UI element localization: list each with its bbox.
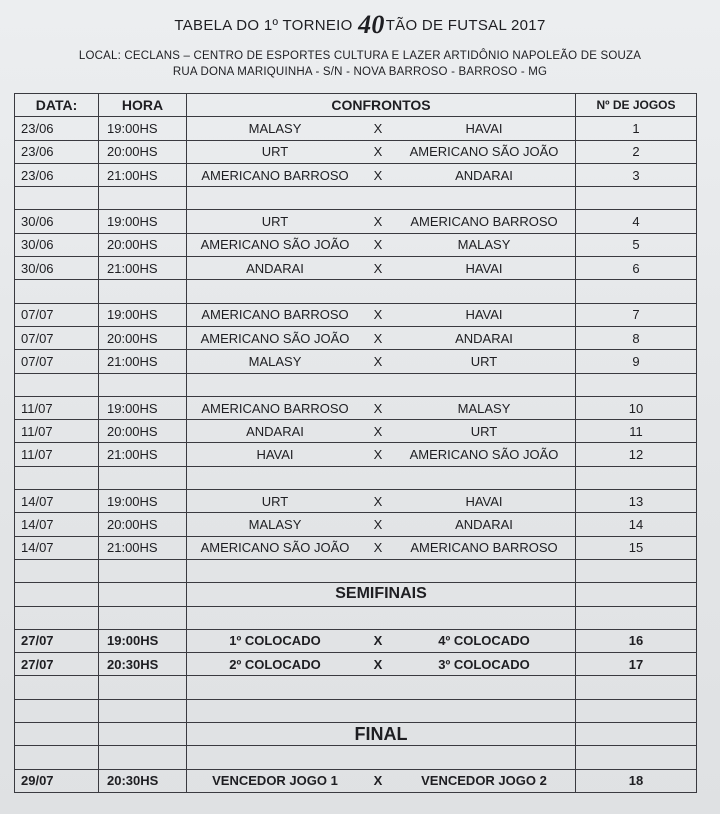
match-date: 27/07	[15, 629, 99, 652]
schedule-rows	[15, 117, 697, 793]
table-row	[15, 303, 697, 326]
game-number: 10	[576, 396, 697, 419]
match-date: 30/06	[15, 210, 99, 233]
game-number: 3	[576, 163, 697, 186]
venue-line-1: LOCAL: CECLANS – CENTRO DE ESPORTES CULTURA E LAZER ARTIDÔNIO NAPOLEÃO DE SOUZA	[78, 50, 642, 62]
game-number: 9	[576, 350, 697, 373]
match-time: 19:00HS	[99, 117, 187, 140]
away-team: 3º COLOCADO	[438, 656, 530, 672]
match-pairing	[187, 303, 576, 326]
empty-cell	[576, 373, 697, 396]
game-number: 14	[576, 513, 697, 536]
home-team: MALASY	[248, 353, 302, 369]
away-team: ANDARAI	[455, 167, 513, 183]
away-team: ANDARAI	[455, 330, 513, 346]
empty-cell	[576, 466, 697, 489]
versus-mark: X	[373, 493, 383, 509]
match-pairing	[187, 536, 576, 559]
table-row	[15, 117, 697, 140]
page-title	[0, 10, 720, 40]
match-time: 21:00HS	[99, 257, 187, 280]
game-number: 6	[576, 257, 697, 280]
versus-mark: X	[373, 144, 383, 160]
empty-cell	[187, 280, 576, 303]
col-matches: CONFRONTOS	[187, 94, 576, 117]
home-team: AMERICANO SÃO JOÃO	[200, 330, 350, 346]
game-number: 18	[576, 769, 697, 792]
empty-cell	[576, 676, 697, 699]
table-row	[15, 140, 697, 163]
spacer-row	[15, 280, 697, 303]
versus-mark: X	[373, 167, 383, 183]
match-time: 21:00HS	[99, 443, 187, 466]
match-time: 21:00HS	[99, 536, 187, 559]
table-row	[15, 629, 697, 652]
match-pairing	[187, 396, 576, 419]
match-time: 20:00HS	[99, 513, 187, 536]
match-date: 27/07	[15, 653, 99, 676]
away-team: ANDARAI	[455, 516, 513, 532]
match-pairing	[187, 490, 576, 513]
match-date: 29/07	[15, 769, 99, 792]
match-time: 20:00HS	[99, 233, 187, 256]
empty-cell	[187, 466, 576, 489]
title-prefix: TABELA DO 1º TORNEIO	[174, 17, 353, 34]
match-pairing	[187, 513, 576, 536]
final-heading-row	[15, 723, 697, 746]
semifinals-heading-row	[15, 583, 697, 606]
home-team: ANDARAI	[246, 423, 304, 439]
empty-cell	[15, 187, 99, 210]
match-pairing	[187, 257, 576, 280]
empty-cell	[15, 583, 99, 606]
empty-cell	[187, 746, 576, 769]
home-team: VENCEDOR JOGO 1	[212, 773, 338, 789]
match-date: 11/07	[15, 420, 99, 443]
venue-line-2: RUA DONA MARIQUINHA - S/N - NOVA BARROSO - BARROSO - MG	[172, 66, 548, 78]
col-date: DATA:	[15, 94, 99, 117]
home-team: URT	[261, 493, 289, 509]
match-pairing	[187, 769, 576, 792]
empty-cell	[187, 699, 576, 722]
game-number: 4	[576, 210, 697, 233]
home-team: AMERICANO SÃO JOÃO	[200, 540, 350, 556]
game-number: 12	[576, 443, 697, 466]
match-pairing	[187, 653, 576, 676]
match-time: 19:00HS	[99, 210, 187, 233]
versus-mark: X	[373, 260, 383, 276]
versus-mark: X	[373, 773, 383, 789]
home-team: MALASY	[248, 516, 302, 532]
away-team: 4º COLOCADO	[438, 633, 530, 649]
empty-cell	[15, 676, 99, 699]
home-team: 1º COLOCADO	[229, 633, 321, 649]
table-row	[15, 396, 697, 419]
home-team: AMERICANO BARROSO	[201, 400, 349, 416]
spacer-row	[15, 699, 697, 722]
schedule-table	[14, 93, 697, 793]
match-time: 19:00HS	[99, 629, 187, 652]
match-pairing	[187, 443, 576, 466]
away-team: HAVAI	[465, 493, 503, 509]
home-team: MALASY	[248, 120, 302, 136]
away-team: AMERICANO SÃO JOÃO	[409, 144, 559, 160]
game-number: 7	[576, 303, 697, 326]
away-team: URT	[470, 353, 498, 369]
match-pairing	[187, 163, 576, 186]
title-suffix: TÃO DE FUTSAL 2017	[385, 17, 546, 34]
empty-cell	[576, 699, 697, 722]
versus-mark: X	[373, 656, 383, 672]
match-date: 14/07	[15, 490, 99, 513]
versus-mark: X	[373, 214, 383, 230]
versus-mark: X	[373, 447, 383, 463]
match-date: 07/07	[15, 326, 99, 349]
empty-cell	[99, 676, 187, 699]
away-team: AMERICANO BARROSO	[410, 540, 558, 556]
match-time: 20:00HS	[99, 420, 187, 443]
away-team: MALASY	[457, 400, 511, 416]
table-row	[15, 513, 697, 536]
table-row	[15, 210, 697, 233]
match-time: 21:00HS	[99, 163, 187, 186]
match-pairing	[187, 629, 576, 652]
match-pairing	[187, 117, 576, 140]
empty-cell	[15, 606, 99, 629]
match-time: 20:30HS	[99, 769, 187, 792]
venue-info	[0, 48, 720, 80]
match-pairing	[187, 350, 576, 373]
match-date: 11/07	[15, 443, 99, 466]
empty-cell	[99, 583, 187, 606]
empty-cell	[99, 466, 187, 489]
table-row	[15, 326, 697, 349]
match-date: 14/07	[15, 513, 99, 536]
spacer-row	[15, 606, 697, 629]
home-team: AMERICANO SÃO JOÃO	[200, 237, 350, 253]
title-number: 40	[358, 10, 385, 39]
versus-mark: X	[373, 423, 383, 439]
empty-cell	[99, 723, 187, 746]
game-number: 5	[576, 233, 697, 256]
empty-cell	[15, 699, 99, 722]
spacer-row	[15, 676, 697, 699]
away-team: HAVAI	[465, 307, 503, 323]
section-heading: FINAL	[187, 723, 576, 746]
match-date: 30/06	[15, 257, 99, 280]
spacer-row	[15, 466, 697, 489]
empty-cell	[576, 723, 697, 746]
away-team: AMERICANO SÃO JOÃO	[409, 447, 559, 463]
table-row	[15, 490, 697, 513]
empty-cell	[187, 606, 576, 629]
versus-mark: X	[373, 516, 383, 532]
col-game-number: Nº DE JOGOS	[576, 94, 697, 117]
match-time: 19:00HS	[99, 396, 187, 419]
game-number: 8	[576, 326, 697, 349]
game-number: 1	[576, 117, 697, 140]
header-row	[15, 94, 697, 117]
game-number: 17	[576, 653, 697, 676]
empty-cell	[99, 559, 187, 582]
versus-mark: X	[373, 400, 383, 416]
match-date: 23/06	[15, 140, 99, 163]
empty-cell	[187, 373, 576, 396]
spacer-row	[15, 373, 697, 396]
empty-cell	[99, 280, 187, 303]
match-pairing	[187, 420, 576, 443]
table-row	[15, 163, 697, 186]
empty-cell	[15, 466, 99, 489]
versus-mark: X	[373, 353, 383, 369]
empty-cell	[99, 373, 187, 396]
empty-cell	[15, 723, 99, 746]
match-time: 20:00HS	[99, 326, 187, 349]
match-time: 20:00HS	[99, 140, 187, 163]
game-number: 11	[576, 420, 697, 443]
home-team: HAVAI	[256, 447, 294, 463]
col-time: HORA	[99, 94, 187, 117]
match-date: 07/07	[15, 350, 99, 373]
away-team: AMERICANO BARROSO	[410, 214, 558, 230]
versus-mark: X	[373, 237, 383, 253]
empty-cell	[15, 373, 99, 396]
match-date: 30/06	[15, 233, 99, 256]
match-date: 07/07	[15, 303, 99, 326]
empty-cell	[15, 559, 99, 582]
versus-mark: X	[373, 330, 383, 346]
empty-cell	[99, 187, 187, 210]
home-team: ANDARAI	[246, 260, 304, 276]
home-team: AMERICANO BARROSO	[201, 167, 349, 183]
spacer-row	[15, 746, 697, 769]
versus-mark: X	[373, 633, 383, 649]
spacer-row	[15, 187, 697, 210]
section-heading: SEMIFINAIS	[187, 583, 576, 606]
match-pairing	[187, 233, 576, 256]
match-date: 23/06	[15, 117, 99, 140]
empty-cell	[99, 606, 187, 629]
table-row	[15, 420, 697, 443]
match-time: 20:30HS	[99, 653, 187, 676]
away-team: HAVAI	[465, 120, 503, 136]
match-time: 19:00HS	[99, 303, 187, 326]
spacer-row	[15, 559, 697, 582]
home-team: 2º COLOCADO	[229, 656, 321, 672]
match-date: 23/06	[15, 163, 99, 186]
match-pairing	[187, 210, 576, 233]
game-number: 13	[576, 490, 697, 513]
empty-cell	[576, 280, 697, 303]
empty-cell	[99, 699, 187, 722]
home-team: AMERICANO BARROSO	[201, 307, 349, 323]
away-team: HAVAI	[465, 260, 503, 276]
empty-cell	[15, 746, 99, 769]
game-number: 15	[576, 536, 697, 559]
empty-cell	[576, 187, 697, 210]
versus-mark: X	[373, 307, 383, 323]
match-date: 11/07	[15, 396, 99, 419]
empty-cell	[187, 559, 576, 582]
empty-cell	[187, 187, 576, 210]
match-date: 14/07	[15, 536, 99, 559]
game-number: 16	[576, 629, 697, 652]
empty-cell	[99, 746, 187, 769]
versus-mark: X	[373, 120, 383, 136]
table-row	[15, 443, 697, 466]
empty-cell	[576, 583, 697, 606]
home-team: URT	[261, 214, 289, 230]
empty-cell	[576, 559, 697, 582]
away-team: MALASY	[457, 237, 511, 253]
empty-cell	[187, 676, 576, 699]
table-row	[15, 536, 697, 559]
game-number: 2	[576, 140, 697, 163]
home-team: URT	[261, 144, 289, 160]
empty-cell	[576, 746, 697, 769]
empty-cell	[576, 606, 697, 629]
empty-cell	[15, 280, 99, 303]
match-time: 21:00HS	[99, 350, 187, 373]
away-team: VENCEDOR JOGO 2	[421, 773, 547, 789]
table-row	[15, 233, 697, 256]
match-pairing	[187, 326, 576, 349]
versus-mark: X	[373, 540, 383, 556]
table-row	[15, 257, 697, 280]
match-time: 19:00HS	[99, 490, 187, 513]
match-pairing	[187, 140, 576, 163]
away-team: URT	[470, 423, 498, 439]
table-row	[15, 769, 697, 792]
table-row	[15, 653, 697, 676]
table-row	[15, 350, 697, 373]
